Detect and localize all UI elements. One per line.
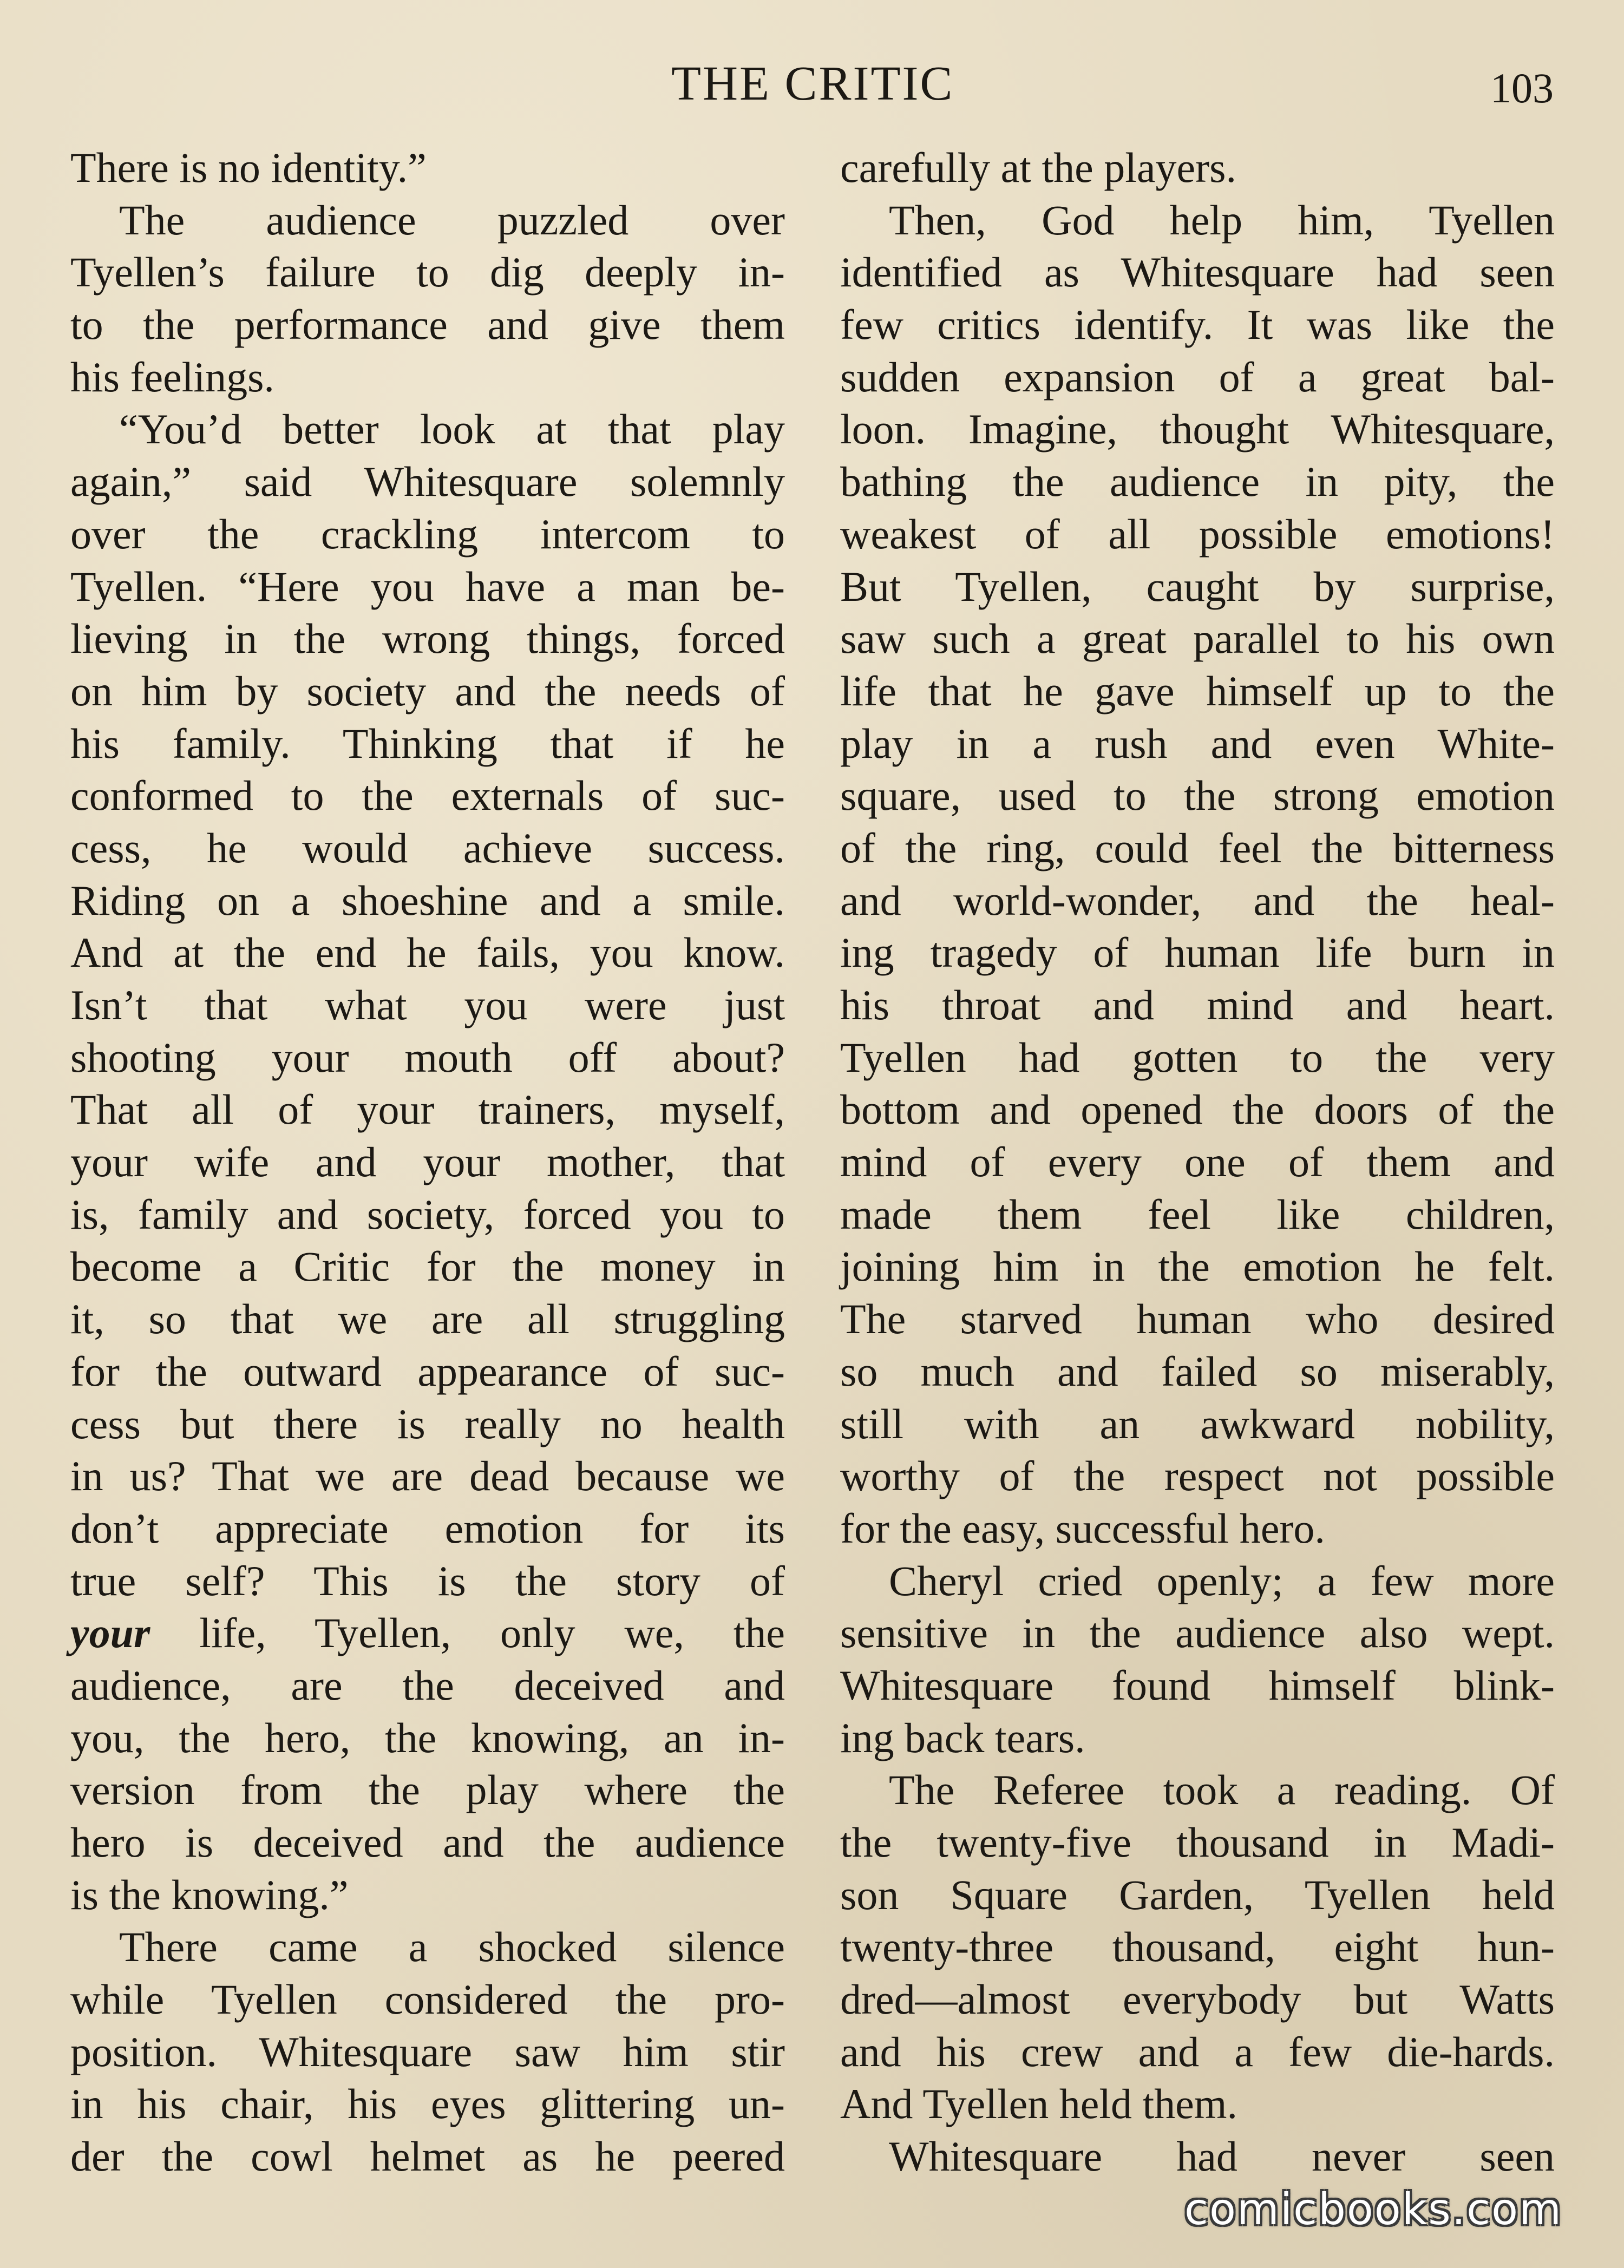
line-text: cess, he would achieve success. <box>70 824 785 871</box>
line-text: Whitesquare found himself blink- <box>840 1661 1555 1709</box>
line-text: Tyellen had gotten to the very <box>840 1033 1555 1081</box>
text-line <box>70 1712 785 1765</box>
text-line <box>70 665 785 718</box>
text-line <box>840 613 1555 665</box>
text-line <box>70 1241 785 1293</box>
left-text-column <box>70 142 785 2183</box>
line-text: over the crackling intercom to <box>70 510 785 558</box>
line-text: saw such a great parallel to his own <box>840 615 1555 663</box>
line-text: and his crew and a few die-hards. <box>840 2028 1555 2075</box>
text-line <box>70 403 785 456</box>
text-line <box>840 770 1555 822</box>
line-text: for the outward appearance of suc- <box>70 1347 785 1395</box>
line-text: And Tyellen held them. <box>840 2080 1237 2128</box>
text-line <box>840 403 1555 456</box>
text-line <box>840 1293 1555 1346</box>
text-line <box>840 561 1555 613</box>
line-text: in his chair, his eyes glittering un- <box>70 2080 785 2128</box>
text-line <box>70 1817 785 1869</box>
line-text: Cheryl cried openly; a few more <box>889 1557 1555 1604</box>
text-line <box>70 822 785 875</box>
line-text: again,” said Whitesquare solemnly <box>70 458 785 506</box>
text-line <box>70 979 785 1032</box>
line-text: Tyellen’s failure to dig deeply in- <box>70 248 785 296</box>
line-text: der the cowl helmet as he peered <box>70 2133 785 2180</box>
line-text: position. Whitesquare saw him stir <box>70 2028 785 2075</box>
text-line <box>840 1555 1555 1608</box>
text-line <box>840 2131 1555 2183</box>
text-line <box>70 1450 785 1503</box>
text-line <box>840 1189 1555 1241</box>
text-line <box>70 246 785 299</box>
line-text: is, family and society, forced you to <box>70 1190 785 1238</box>
text-line <box>840 1660 1555 1712</box>
text-line <box>840 2026 1555 2079</box>
page-title: THE CRITIC <box>671 57 954 110</box>
line-text: few critics identify. It was like the <box>840 301 1555 349</box>
emphasized-word: your <box>70 1609 150 1657</box>
text-line <box>70 142 785 194</box>
line-text: identified as Whitesquare had seen <box>840 248 1555 296</box>
text-line <box>840 665 1555 718</box>
line-text: square, used to the strong emotion <box>840 772 1555 820</box>
line-text: true self? This is the story of <box>70 1557 785 1604</box>
line-text: is the knowing.” <box>70 1871 349 1918</box>
text-line <box>840 875 1555 927</box>
text-line <box>840 246 1555 299</box>
line-text: dred—almost everybody but Watts <box>840 1976 1555 2023</box>
text-line <box>70 194 785 247</box>
line-text: bottom and opened the doors of the <box>840 1086 1555 1133</box>
running-head <box>0 54 1624 114</box>
line-text: Isn’t that what you were just <box>70 981 785 1028</box>
line-text: don’t appreciate emotion for its <box>70 1504 785 1552</box>
line-text: shooting your mouth off about? <box>70 1033 785 1081</box>
text-line <box>70 508 785 561</box>
text-line <box>70 1346 785 1398</box>
line-text: lieving in the wrong things, forced <box>70 615 785 663</box>
line-text: “You’d better look at that play <box>119 405 785 453</box>
line-text: Then, God help him, Tyellen <box>889 196 1555 244</box>
line-text: Tyellen. “Here you have a man be- <box>70 562 785 610</box>
line-text: There came a shocked silence <box>119 1923 785 1971</box>
text-line <box>840 142 1555 194</box>
text-line <box>840 351 1555 404</box>
text-line <box>840 1712 1555 1765</box>
text-line <box>840 1032 1555 1084</box>
text-line <box>70 1032 785 1084</box>
text-line <box>70 1084 785 1136</box>
line-text: carefully at the players. <box>840 144 1236 191</box>
text-line <box>840 1346 1555 1398</box>
line-text: conformed to the externals of suc- <box>70 772 785 820</box>
line-text: his throat and mind and heart. <box>840 981 1555 1028</box>
text-line <box>840 456 1555 508</box>
text-line <box>840 508 1555 561</box>
line-text: worthy of the respect not possible <box>840 1452 1555 1500</box>
right-text-column <box>840 142 1555 2183</box>
text-line <box>840 1503 1555 1555</box>
line-text: The audience puzzled over <box>119 196 785 244</box>
text-line <box>70 2131 785 2183</box>
line-text: mind of every one of them and <box>840 1138 1555 1186</box>
text-line <box>840 194 1555 247</box>
text-line <box>840 1764 1555 1817</box>
text-line <box>840 718 1555 770</box>
line-text: ing tragedy of human life burn in <box>840 929 1555 976</box>
text-line <box>70 1503 785 1555</box>
text-line <box>70 561 785 613</box>
text-line <box>840 1136 1555 1189</box>
text-line <box>840 1817 1555 1869</box>
text-line <box>70 1660 785 1712</box>
text-line <box>70 613 785 665</box>
text-line <box>840 1869 1555 1922</box>
line-text: twenty-three thousand, eight hun- <box>840 1923 1555 1971</box>
text-line <box>840 299 1555 351</box>
text-line <box>70 1764 785 1817</box>
line-text: you, the hero, the knowing, an in- <box>70 1714 785 1761</box>
text-line <box>840 1398 1555 1451</box>
line-text: made them feel like children, <box>840 1190 1555 1238</box>
line-text: cess but there is really no health <box>70 1400 785 1447</box>
text-line <box>70 351 785 404</box>
line-text: his feelings. <box>70 353 274 401</box>
line-text: for the easy, successful hero. <box>840 1504 1325 1552</box>
text-line <box>70 299 785 351</box>
text-line <box>70 1555 785 1608</box>
text-line <box>840 1607 1555 1660</box>
line-text: joining him in the emotion he felt. <box>840 1243 1555 1290</box>
line-text: The starved human who desired <box>840 1295 1555 1343</box>
line-text: ing back tears. <box>840 1714 1085 1761</box>
text-line <box>70 1607 785 1660</box>
text-line <box>840 1084 1555 1136</box>
line-text: bathing the audience in pity, the <box>840 458 1555 506</box>
line-text: There is no identity.” <box>70 144 427 191</box>
line-text: life, Tyellen, only we, the <box>150 1609 785 1657</box>
text-line <box>70 1293 785 1346</box>
line-text: Riding on a shoeshine and a smile. <box>70 876 785 924</box>
line-text: version from the play where the <box>70 1766 785 1814</box>
line-text: it, so that we are all struggling <box>70 1295 785 1343</box>
line-text: so much and failed so miserably, <box>840 1347 1555 1395</box>
line-text: Whitesquare had never seen <box>889 2133 1555 2180</box>
text-line <box>70 927 785 979</box>
text-line <box>70 770 785 822</box>
line-text: in us? That we are dead because we <box>70 1452 785 1500</box>
text-line <box>70 1974 785 2026</box>
line-text: the twenty-five thousand in Madi- <box>840 1819 1555 1866</box>
text-line <box>70 875 785 927</box>
line-text: The Referee took a reading. Of <box>889 1766 1555 1814</box>
line-text: become a Critic for the money in <box>70 1243 785 1290</box>
line-text: hero is deceived and the audience <box>70 1819 785 1866</box>
line-text: your wife and your mother, that <box>70 1138 785 1186</box>
page-number: 103 <box>1490 64 1554 112</box>
line-text: on him by society and the needs of <box>70 667 785 715</box>
line-text: That all of your trainers, myself, <box>70 1086 785 1133</box>
line-text: while Tyellen considered the pro- <box>70 1976 785 2023</box>
line-text: still with an awkward nobility, <box>840 1400 1555 1447</box>
text-line <box>70 1869 785 1922</box>
text-line <box>840 927 1555 979</box>
line-text: to the performance and give them <box>70 301 785 349</box>
text-line <box>840 1921 1555 1974</box>
line-text: And at the end he fails, you know. <box>70 929 785 976</box>
text-line <box>70 1921 785 1974</box>
text-line <box>70 1136 785 1189</box>
watermark-logo: comicbooks.com <box>1184 2184 1563 2234</box>
line-text: weakest of all possible emotions! <box>840 510 1555 558</box>
text-line <box>840 1974 1555 2026</box>
text-line <box>70 2078 785 2131</box>
text-line <box>70 718 785 770</box>
line-text: loon. Imagine, thought Whitesquare, <box>840 405 1555 453</box>
line-text: of the ring, could feel the bitterness <box>840 824 1555 871</box>
text-line <box>70 1398 785 1451</box>
text-line <box>840 822 1555 875</box>
line-text: sensitive in the audience also wept. <box>840 1609 1555 1657</box>
line-text: life that he gave himself up to the <box>840 667 1555 715</box>
text-line <box>70 1189 785 1241</box>
text-line <box>840 2078 1555 2131</box>
line-text: But Tyellen, caught by surprise, <box>840 562 1555 610</box>
text-line <box>840 979 1555 1032</box>
text-line <box>70 2026 785 2079</box>
line-text: and world-wonder, and the heal- <box>840 876 1555 924</box>
text-line <box>840 1450 1555 1503</box>
line-text: his family. Thinking that if he <box>70 719 785 767</box>
line-text: audience, are the deceived and <box>70 1661 785 1709</box>
text-line <box>70 456 785 508</box>
line-text: son Square Garden, Tyellen held <box>840 1871 1555 1918</box>
line-text: play in a rush and even White- <box>840 719 1555 767</box>
line-text: sudden expansion of a great bal- <box>840 353 1555 401</box>
text-line <box>840 1241 1555 1293</box>
